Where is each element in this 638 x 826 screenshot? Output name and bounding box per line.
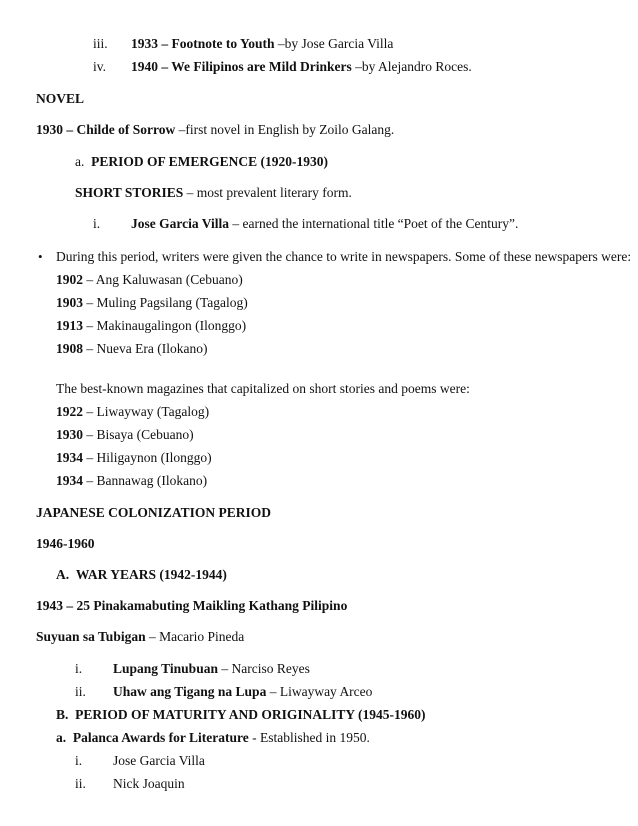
awardee-name: Jose Garcia Villa <box>113 753 205 768</box>
heading-text: PERIOD OF EMERGENCE (1920-1930) <box>91 154 328 169</box>
entry-title: Palanca Awards for Literature <box>72 730 249 745</box>
item-numeral: iii. <box>93 36 108 51</box>
entry-author: – Macario Pineda <box>145 629 245 644</box>
item-title: Uhaw ang Tigang na Lupa <box>113 684 267 699</box>
entry-title: 1930 – Childe of Sorrow <box>36 122 176 137</box>
novel-entry <box>36 122 394 138</box>
heading-text: PERIOD OF MATURITY AND ORIGINALITY (1945-1960) <box>75 707 426 722</box>
heading-novel: NOVEL <box>36 91 85 106</box>
item-letter: a. <box>75 154 85 169</box>
magazine-item: 1922 – Liwayway (Tagalog) <box>56 404 210 419</box>
item-title: 1933 – Footnote to Youth <box>131 36 275 51</box>
bullet-icon: • <box>38 249 43 264</box>
story-item-iv <box>93 59 106 75</box>
newspaper-item: 1913 – Makinaugalingon (Ilonggo) <box>56 318 247 333</box>
heading-text: WAR YEARS (1942-1944) <box>75 567 227 582</box>
villa-item-numeral: i. <box>93 216 101 231</box>
villa-item-text <box>131 216 518 232</box>
item-title: Lupang Tinubuan <box>113 661 218 676</box>
item-title: 1940 – We Filipinos are Mild Drinkers <box>131 59 352 74</box>
item-author: – Liwayway Arceo <box>266 684 373 699</box>
work-item-numeral: i. <box>75 661 83 676</box>
item-letter: A. <box>56 567 70 582</box>
entry-title: Suyuan sa Tubigan <box>36 629 146 644</box>
magazine-item: 1930 – Bisaya (Cebuano) <box>56 427 194 442</box>
short-stories-line <box>75 185 352 201</box>
newspaper-item: 1903 – Muling Pagsilang (Tagalog) <box>56 295 248 310</box>
magazine-item: 1934 – Hiligaynon (Ilonggo) <box>56 450 212 465</box>
item-author: –by Jose Garcia Villa <box>274 36 394 51</box>
heading-japanese-period: JAPANESE COLONIZATION PERIOD <box>36 505 272 520</box>
item-desc: – earned the international title “Poet of the Century”. <box>229 216 519 231</box>
work-item-numeral: ii. <box>75 684 86 699</box>
awardee-numeral: i. <box>75 753 83 768</box>
suyuan-entry <box>36 629 244 645</box>
work-item-text <box>113 661 310 677</box>
work-item-text <box>113 684 372 700</box>
story-item-iv-text <box>131 59 472 75</box>
period-emergence-heading <box>75 154 328 170</box>
entry-desc: - Established in 1950. <box>248 730 370 745</box>
story-item-iii <box>93 36 108 52</box>
entry-title: SHORT STORIES <box>75 185 184 200</box>
magazine-item: 1934 – Bannawag (Ilokano) <box>56 473 208 488</box>
item-letter: B. <box>56 707 69 722</box>
heading-year-range: 1946-1960 <box>36 536 95 551</box>
item-title: Jose Garcia Villa <box>131 216 229 231</box>
item-author: – Narciso Reyes <box>217 661 310 676</box>
item-letter: a. <box>56 730 67 745</box>
newspaper-item: 1902 – Ang Kaluwasan (Cebuano) <box>56 272 243 287</box>
magazines-intro: The best-known magazines that capitalized on short stories and poems were: <box>56 381 470 396</box>
awardee-name: Nick Joaquin <box>113 776 185 791</box>
entry-desc: – most prevalent literary form. <box>183 185 352 200</box>
entry-desc: –first novel in English by Zoilo Galang. <box>175 122 395 137</box>
story-item-iii-text <box>131 36 393 52</box>
item-numeral: iv. <box>93 59 106 74</box>
anthology-entry: 1943 – 25 Pinakamabuting Maikling Kathang Pilipino <box>36 598 348 613</box>
maturity-period-heading <box>56 707 426 723</box>
war-years-heading <box>56 567 227 583</box>
awardee-numeral: ii. <box>75 776 86 791</box>
item-author: –by Alejandro Roces. <box>351 59 472 74</box>
palanca-entry <box>56 730 370 746</box>
newspapers-intro: During this period, writers were given the chance to write in newspapers. Some of these newspapers were: <box>56 249 632 264</box>
newspaper-item: 1908 – Nueva Era (Ilokano) <box>56 341 208 356</box>
